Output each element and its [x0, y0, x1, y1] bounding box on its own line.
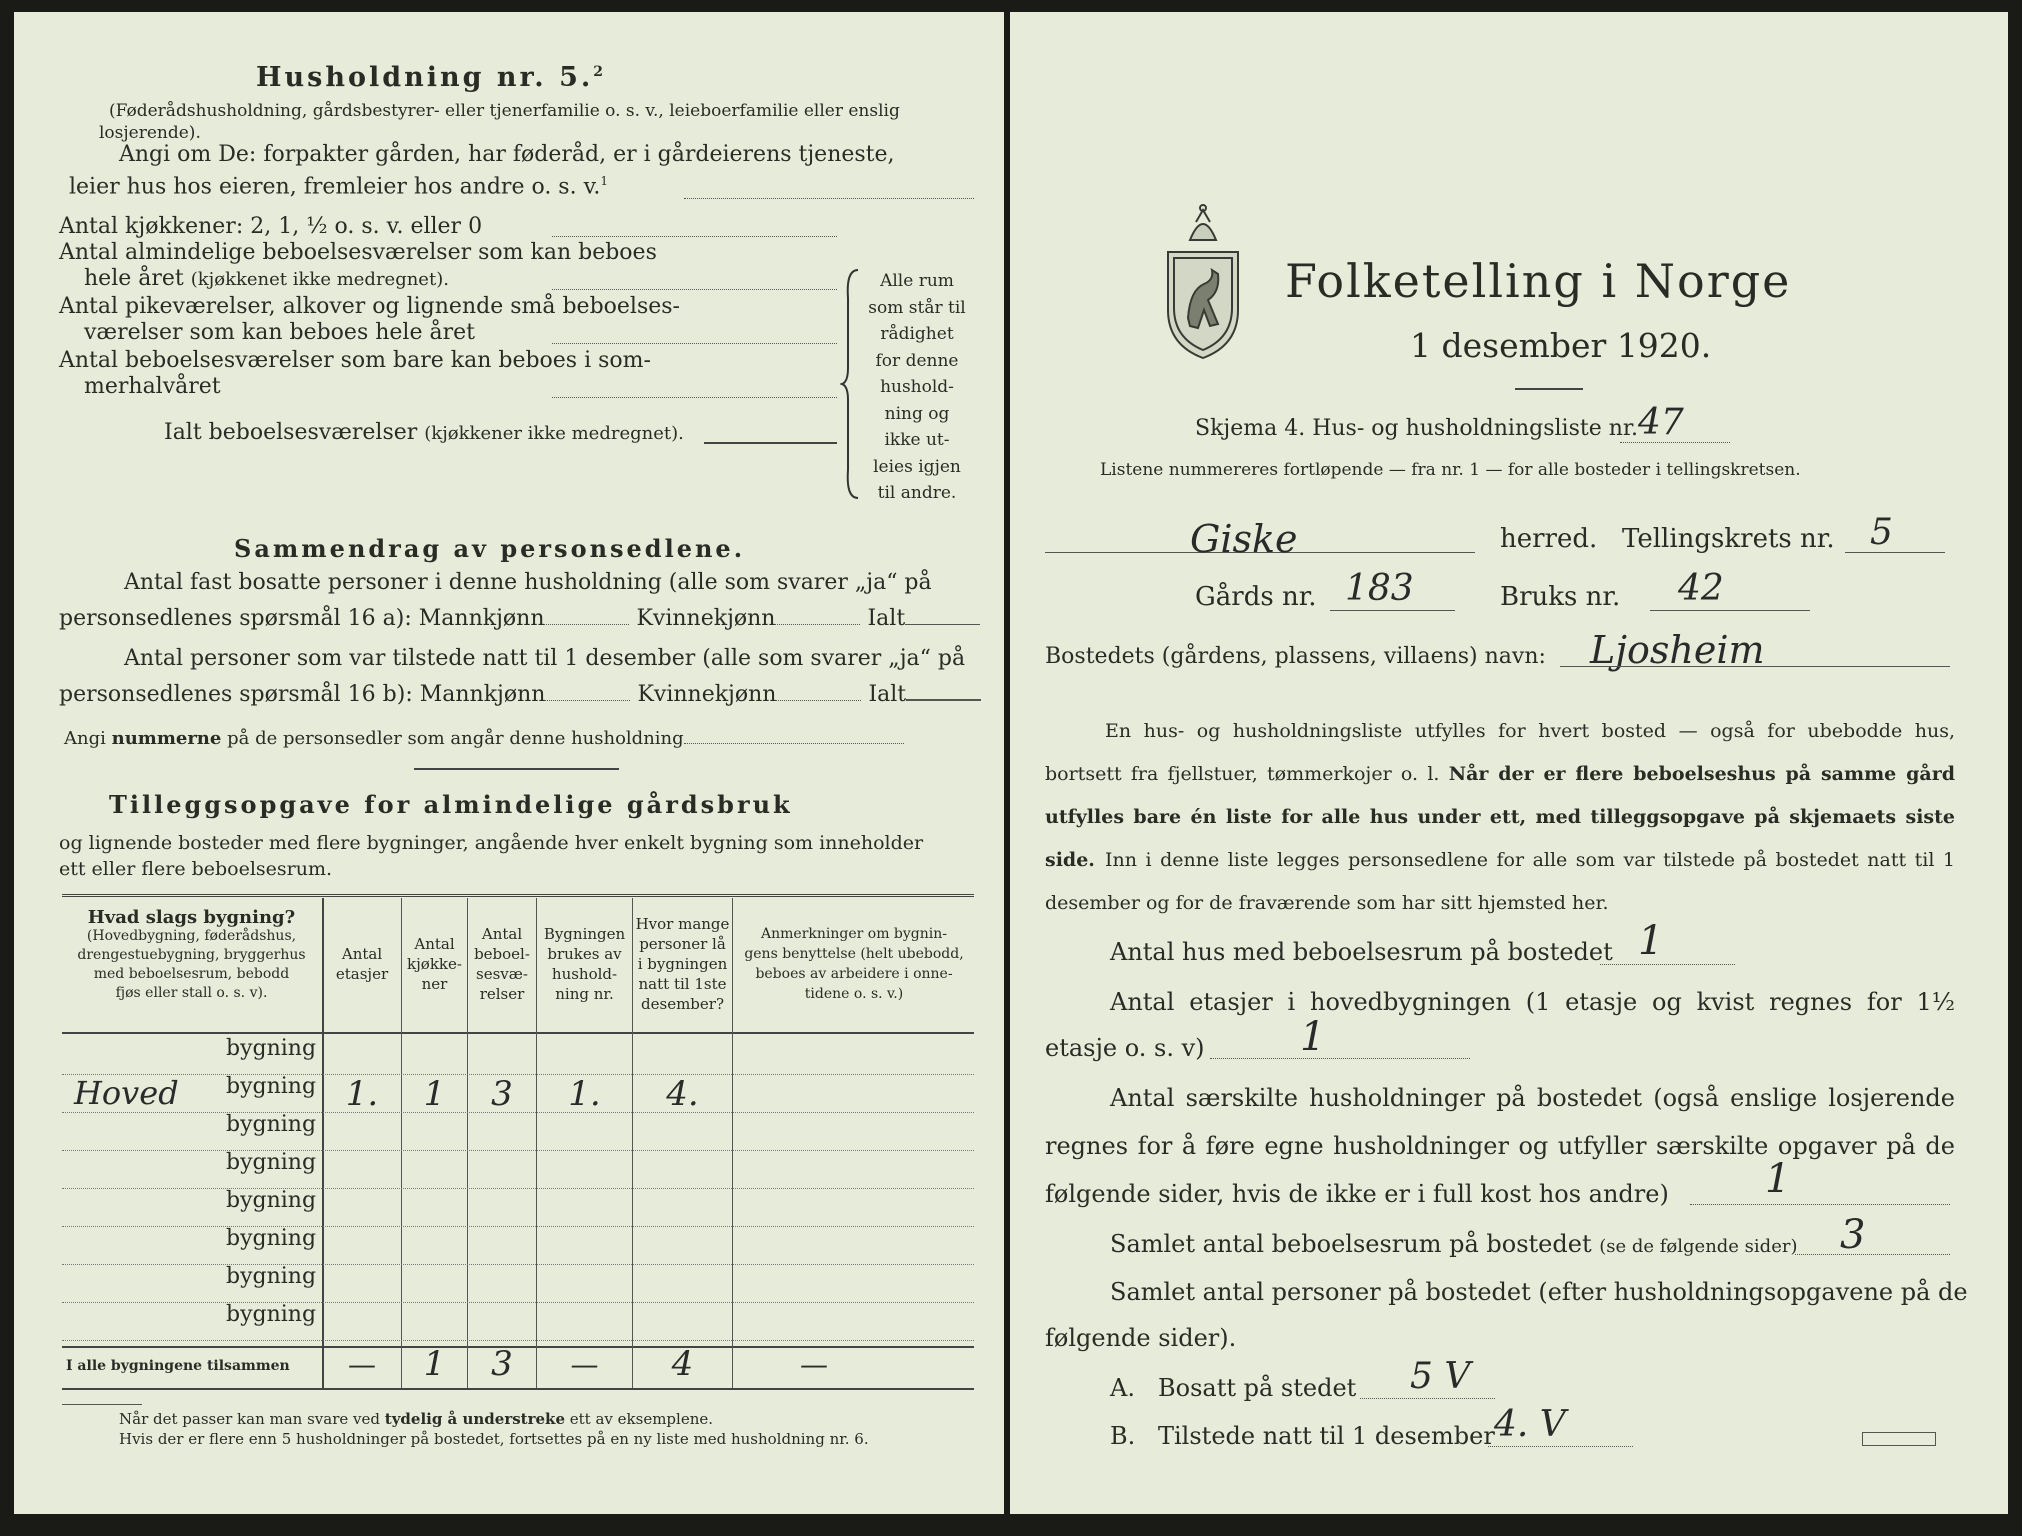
hus-label: Antal hus med beboelsesrum på bostedet: [1110, 938, 1613, 966]
herred-value: Giske: [1190, 517, 1298, 561]
s2-a: Antal personer som var tilstede natt til 1 desember (alle som svarer „ja“ på: [124, 646, 966, 671]
row-label: bygning: [226, 1150, 317, 1175]
bruks-label: Bruks nr.: [1500, 582, 1621, 612]
skjema-value: 47: [1638, 402, 1684, 443]
tilstede-value: 4. V: [1494, 1404, 1566, 1445]
q-summer-rooms-b: merhalvåret: [84, 374, 221, 399]
s3: Angi nummerne på de personsedler som angår denne husholdning: [64, 728, 904, 749]
census-title: Folketelling i Norge: [1285, 254, 1792, 308]
s1-a: Antal fast bosatte personer i denne husholdning (alle som svarer „ja“ på: [124, 570, 932, 595]
cell-etasjer: 1.: [345, 1074, 379, 1114]
col-header-etasjer: Antal etasjer: [335, 945, 389, 983]
total-label: I alle bygningene tilsammen: [66, 1358, 290, 1374]
supplement-title: Tilleggsopgave for almindelige gårdsbruk: [109, 790, 793, 819]
col-header-anmerkninger: Anmerkninger om bygnin- gens benyttelse (helt ubebodd, beboes av arbeidere i onne- tidene o. s. v.): [744, 926, 964, 1002]
beboelsesrum-value: 3: [1840, 1212, 1866, 1258]
etasjer-line-a: Antal etasjer i hovedbygningen (1 etasje og kvist regnes for 1½: [1110, 988, 1955, 1016]
q-summer-rooms-a: Antal beboelsesværelser som bare kan beboes i som-: [59, 348, 651, 373]
col-header-personer: Hvor mange personer lå i bygningen natt til 1ste desember?: [635, 915, 730, 1013]
row-label: bygning: [226, 1036, 317, 1061]
col-header-husholdning: Bygningen brukes av hushold- ning nr.: [543, 925, 626, 1003]
cell-personer: 4.: [666, 1074, 699, 1114]
coat-of-arms-icon: [1160, 200, 1246, 362]
s2-b: personsedlenes spørsmål 16 b): Mannkjønn Kvinnekjønn Ialt: [59, 682, 981, 707]
bruks-value: 42: [1678, 568, 1724, 609]
etasjer-value: 1: [1300, 1014, 1326, 1060]
q-rooms-a: Antal almindelige beboelsesværelser som kan beboes: [59, 240, 657, 265]
bracket: [840, 268, 862, 500]
bosted-value: Ljosheim: [1590, 628, 1765, 672]
footnote-2: Hvis der er flere enn 5 husholdninger på bostedet, fortsettes på en ny liste med husholdning nr. 6.: [119, 1430, 869, 1448]
footnote-1: Når det passer kan man svare ved tydelig å understreke ett av eksemplene.: [119, 1410, 714, 1428]
bosatt-letter: A.: [1110, 1374, 1135, 1402]
supplement-line-2: ett eller flere beboelsesrum.: [59, 858, 333, 880]
q-rooms-b: hele året (kjøkkenet ikke medregnet).: [84, 266, 449, 291]
cell-kjokken: 1: [423, 1074, 446, 1114]
total-kjokken: 1: [423, 1344, 446, 1384]
listene-note: Listene nummereres fortløpende — fra nr. 1 — for alle bosteder i tellingskretsen.: [1100, 460, 1801, 480]
s1-b: personsedlenes spørsmål 16 a): Mannkjønn Kvinnekjønn Ialt: [59, 606, 980, 631]
skjema-line: Skjema 4. Hus- og husholdningsliste nr.: [1195, 416, 1638, 441]
beboelsesrum-label: Samlet antal beboelsesrum på bostedet (se de følgende sider): [1110, 1230, 1798, 1258]
bosatt-value: 5 V: [1410, 1356, 1471, 1397]
cell-rom: 3: [491, 1074, 513, 1114]
total-rom: 3: [491, 1344, 513, 1384]
total-personer: 4: [671, 1344, 694, 1384]
total-etasjer: —: [348, 1348, 376, 1381]
col-header-kjokken: Antal kjøkke- ner: [407, 935, 462, 993]
table-row: [14, 1188, 1004, 1232]
table-row: [14, 1264, 1004, 1308]
summary-title: Sammendrag av personsedlene.: [234, 534, 746, 563]
husholdninger-line-b: regnes for å føre egne husholdninger og utfyller særskilte opgaver på de: [1045, 1132, 1955, 1160]
instructions-paragraph-2: Inn i denne liste legges personsedlene for alle som var tilstede på bostedet natt til 1 desember og for de fraværende som har sitt hjemsted her.: [1045, 849, 1955, 914]
q-kitchens: Antal kjøkkener: 2, 1, ½ o. s. v. eller 0: [59, 214, 483, 239]
table-row: [14, 1226, 1004, 1270]
cell-husholdning: 1.: [568, 1074, 601, 1114]
col-header-building: Hvad slags bygning? (Hovedbygning, føderådshus, drengestuebygning, bryggerhus med beboelsesrum, bebodd fjøs eller stall o. s. v).: [77, 907, 306, 1001]
table-row: [14, 1074, 1004, 1118]
personer-line-a: Samlet antal personer på bostedet (efter husholdningsopgavene på de: [1110, 1278, 1968, 1306]
row-label: bygning: [226, 1188, 317, 1213]
hus-value: 1: [1638, 918, 1664, 964]
krets-value: 5: [1870, 512, 1893, 553]
census-date: 1 desember 1920.: [1410, 326, 1712, 365]
angi-line-2: leier hus hos eieren, fremleier hos andre o. s. v.$^1$: [69, 174, 609, 200]
col-header-rom: Antal beboel- sesvæ- relser: [474, 925, 530, 1003]
bosatt-label: Bosatt på stedet: [1158, 1374, 1357, 1402]
household-title: Husholdning nr. 5.$^2$: [256, 62, 607, 93]
gards-label: Gårds nr.: [1195, 582, 1317, 612]
row-label: bygning: [226, 1074, 317, 1099]
table-row: [14, 1112, 1004, 1156]
krets-label: Tellingskrets nr.: [1622, 524, 1835, 554]
row-label: bygning: [226, 1226, 317, 1251]
right-page: [1010, 12, 2008, 1514]
table-row: [14, 1150, 1004, 1194]
husholdninger-value: 1: [1765, 1156, 1791, 1202]
q-small-rooms-a: Antal pikeværelser, alkover og lignende små beboelses-: [59, 294, 680, 319]
angi-line-1: Angi om De: forpakter gården, har føderåd, er i gårdeierens tjeneste,: [119, 142, 895, 167]
herred-label: herred.: [1500, 524, 1598, 554]
personer-line-b: følgende sider).: [1045, 1324, 1237, 1352]
row-label: bygning: [226, 1112, 317, 1137]
building-name: Hoved: [74, 1074, 179, 1112]
husholdninger-line-c: følgende sider, hvis de ikke er i full kost hos andre): [1045, 1180, 1669, 1208]
printer-stamp: [1862, 1432, 1936, 1446]
q-small-rooms-b: værelser som kan beboes hele året: [84, 320, 475, 345]
row-label: bygning: [226, 1302, 317, 1327]
row-label: bygning: [226, 1264, 317, 1289]
bosted-label: Bostedets (gårdens, plassens, villaens) navn:: [1045, 644, 1546, 669]
husholdninger-line-a: Antal særskilte husholdninger på bostedet (også enslige losjerende: [1110, 1084, 1955, 1112]
table-row: [14, 1302, 1004, 1346]
household-intro-note: (Føderådshusholdning, gårdsbestyrer- eller tjenerfamilie o. s. v., leieboerfamilie eller enslig losjerende).: [99, 101, 900, 143]
bracket-note: Alle rum som står til rådighet for denne hushold- ning og ikke ut- leies igjen til andre.: [868, 271, 966, 503]
left-page: [14, 12, 1004, 1514]
q-total-rooms: Ialt beboelsesværelser (kjøkkener ikke medregnet).: [164, 420, 684, 445]
tilstede-letter: B.: [1110, 1422, 1136, 1450]
tilstede-label: Tilstede natt til 1 desember: [1158, 1422, 1495, 1450]
total-anmerkninger: —: [800, 1348, 828, 1381]
total-husholdning: —: [570, 1348, 599, 1381]
gards-value: 183: [1345, 568, 1414, 609]
supplement-line-1: og lignende bosteder med flere bygninger, angående hver enkelt bygning som inneholder: [59, 832, 924, 854]
instructions-paragraph-1: En hus- og husholdningsliste utfylles for hvert bosted — også for ubebodde hus, bortsett fra fjellstuer, tømmerkojer o. l. Når der er flere beboelseshus på samme gård utfylles bare én liste for alle hus under ett, med tilleggsopgave på skjemaets siste side.: [1045, 720, 1955, 871]
etasjer-line-b: etasje o. s. v): [1045, 1034, 1205, 1062]
